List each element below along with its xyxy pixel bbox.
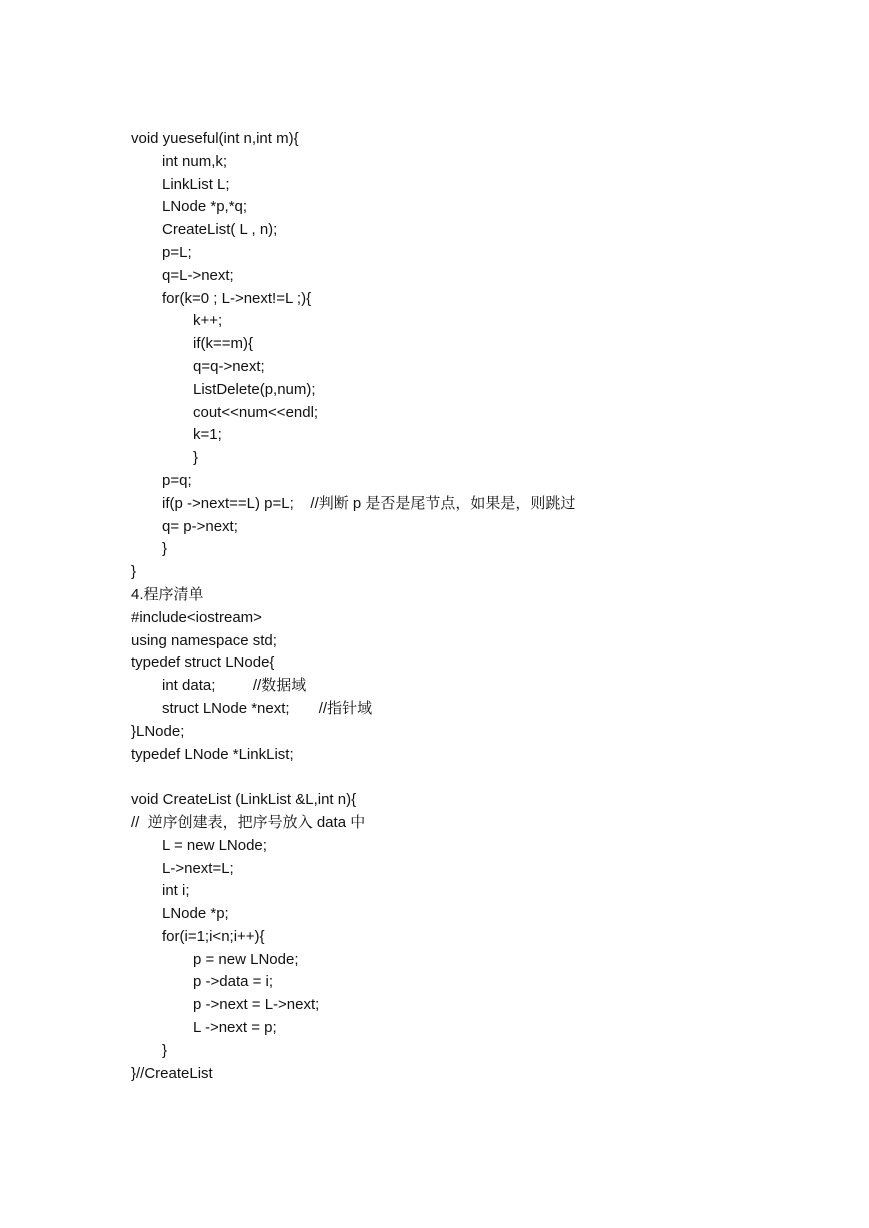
blank-line (131, 766, 831, 789)
code-line: if(p ->next==L) p=L; //判断 p 是否是尾节点，如果是，则跳过 (162, 494, 576, 512)
code-line: p=L; (162, 243, 192, 261)
code-line: L ->next = p; (193, 1019, 277, 1037)
code-line: #include<iostream> (131, 608, 262, 626)
code-line: p ->next = L->next; (193, 996, 320, 1014)
code-line: q= p->next; (162, 517, 238, 535)
code-line: }LNode; (131, 722, 185, 740)
code-line: CreateList( L , n); (162, 221, 278, 239)
code-line: struct LNode *next; //指针域 (162, 699, 373, 717)
code-line: LinkList L; (162, 175, 230, 193)
code-line: int data; //数据域 (162, 677, 307, 695)
code-line: for(i=1;i<n;i++){ (162, 927, 265, 945)
code-line: } (131, 563, 137, 581)
code-line: p = new LNode; (193, 950, 299, 968)
code-line: } (162, 1041, 168, 1059)
code-line: int num,k; (162, 152, 228, 170)
code-line: LNode *p; (162, 905, 229, 923)
code-line: q=q->next; (193, 357, 265, 375)
code-comment: // 逆序创建表，把序号放入 data 中 (131, 813, 366, 831)
code-line: L->next=L; (162, 859, 234, 877)
code-line: for(k=0 ; L->next!=L ;){ (162, 289, 312, 307)
code-line: k++; (193, 312, 223, 330)
code-line: int i; (162, 882, 190, 900)
code-line: q=L->next; (162, 266, 234, 284)
code-line: LNode *p,*q; (162, 198, 248, 216)
code-line: void CreateList (LinkList &L,int n){ (131, 791, 357, 809)
code-line: typedef struct LNode{ (131, 654, 275, 672)
code-line: void yueseful(int n,int m){ (131, 130, 299, 147)
code-line: if(k==m){ (193, 335, 254, 353)
code-line: typedef LNode *LinkList; (131, 745, 294, 763)
code-line: }//CreateList (131, 1064, 213, 1082)
code-line: ListDelete(p,num); (193, 380, 316, 398)
code-line: cout<<num<<endl; (193, 403, 319, 421)
code-listing (131, 128, 831, 1085)
code-line: p ->data = i; (193, 973, 274, 991)
code-line: p=q; (162, 471, 192, 489)
code-line: } (193, 449, 199, 467)
code-line: k=1; (193, 426, 222, 444)
code-line: L = new LNode; (162, 836, 267, 854)
code-line: } (162, 540, 168, 558)
section-heading: 4.程序清单 (131, 585, 204, 603)
code-line: using namespace std; (131, 631, 277, 649)
